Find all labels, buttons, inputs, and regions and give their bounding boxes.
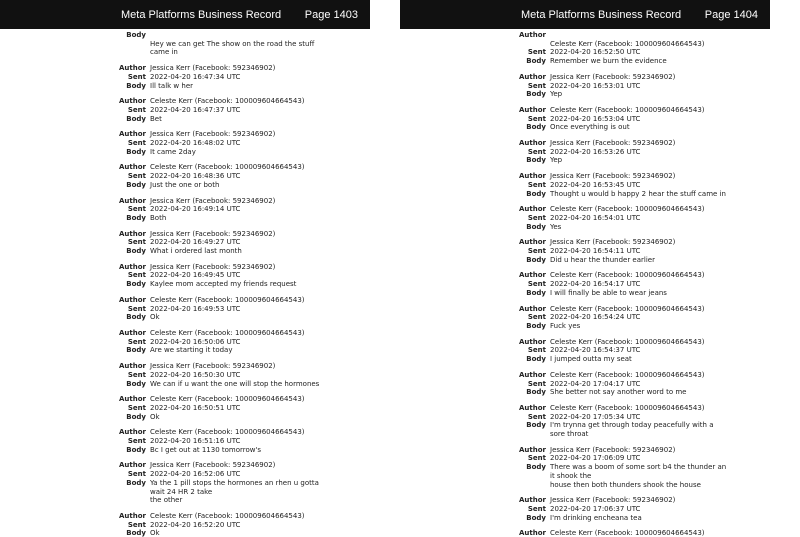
message-author: Celeste Kerr (Facebook: 100009604664543) xyxy=(550,403,705,412)
message-entry xyxy=(400,496,770,522)
message-sent: 2022-04-20 16:50:06 UTC xyxy=(150,337,241,346)
message-body: It came 2day xyxy=(150,147,196,156)
author-label: Author xyxy=(119,163,146,172)
message-entry xyxy=(400,404,770,439)
body-label: Body xyxy=(526,57,546,66)
message-sent: 2022-04-20 16:49:14 UTC xyxy=(150,205,241,214)
author-label: Author xyxy=(519,403,546,412)
author-label: Author xyxy=(519,172,546,181)
author-label: Author xyxy=(519,72,546,81)
body-label: Body xyxy=(526,189,546,198)
message-entry xyxy=(0,230,370,256)
message-body: She better not say another word to me xyxy=(550,388,687,397)
message-body: Yep xyxy=(550,156,563,165)
message-body: I'm trynna get through today peacefully with a sore throat xyxy=(550,421,716,439)
message-sent: 2022-04-20 16:51:16 UTC xyxy=(150,437,241,446)
body-label: Body xyxy=(526,288,546,297)
sent-label: Sent xyxy=(527,180,546,189)
page-number: Page 1403 xyxy=(304,9,358,21)
page-gutter xyxy=(370,0,400,537)
body-label: Body xyxy=(126,81,146,90)
message-entry xyxy=(400,31,770,66)
message-author: Celeste Kerr (Facebook: 100009604664543) xyxy=(550,337,705,346)
message-sent: 2022-04-20 16:52:20 UTC xyxy=(150,520,241,529)
author-label: Author xyxy=(519,139,546,148)
message-author: Jessica Kerr (Facebook: 592346902) xyxy=(550,172,676,181)
message-sent: 2022-04-20 16:54:17 UTC xyxy=(550,280,641,289)
message-author: Celeste Kerr (Facebook: 100009604664543) xyxy=(550,271,705,280)
sent-label: Sent xyxy=(127,304,146,313)
body-label: Body xyxy=(126,346,146,355)
sent-label: Sent xyxy=(127,205,146,214)
message-author: Celeste Kerr (Facebook: 100009604664543) xyxy=(150,395,305,404)
author-label: Author xyxy=(119,229,146,238)
message-sent: 2022-04-20 16:49:45 UTC xyxy=(150,271,241,280)
message-author: Celeste Kerr (Facebook: 100009604664543) xyxy=(150,328,305,337)
sent-label: Sent xyxy=(127,403,146,412)
sent-label: Sent xyxy=(127,470,146,479)
author-label: Author xyxy=(119,362,146,371)
sent-label: Sent xyxy=(527,48,546,57)
body-label: Body xyxy=(126,478,146,487)
message-sent: 2022-04-20 16:54:01 UTC xyxy=(550,213,641,222)
sent-label: Sent xyxy=(527,213,546,222)
sent-label: Sent xyxy=(527,81,546,90)
message-entry xyxy=(400,238,770,264)
message-sent: 2022-04-20 16:52:50 UTC xyxy=(550,48,641,57)
message-body: Ok xyxy=(150,529,160,537)
body-label: Body xyxy=(526,123,546,132)
message-body: Thought u would b happy 2 hear the stuff came in xyxy=(550,189,726,198)
message-entry xyxy=(0,31,370,57)
message-body: There was a boom of some sort b4 the thunder an it shook the house then both thunders shook the house xyxy=(550,463,727,489)
author-label: Author xyxy=(519,271,546,280)
message-entry xyxy=(400,529,770,537)
body-label: Body xyxy=(126,147,146,156)
message-list xyxy=(400,29,770,537)
message-entry xyxy=(400,371,770,397)
author-label: Author xyxy=(119,395,146,404)
message-entry xyxy=(0,461,370,505)
message-sent: 2022-04-20 17:04:17 UTC xyxy=(550,379,641,388)
body-label: Body xyxy=(126,379,146,388)
message-sent: 2022-04-20 17:06:37 UTC xyxy=(550,504,641,513)
author-label: Author xyxy=(519,370,546,379)
author-label: Author xyxy=(519,304,546,313)
message-body: Remember we burn the evidence xyxy=(550,57,667,66)
message-body: Hey we can get The show on the road the stuff came in xyxy=(150,39,317,57)
author-label: Author xyxy=(119,262,146,271)
page-header xyxy=(0,0,370,29)
message-entry xyxy=(400,446,770,490)
message-entry xyxy=(400,305,770,331)
message-sent: 2022-04-20 16:54:37 UTC xyxy=(550,346,641,355)
message-author: Celeste Kerr (Facebook: 100009604664543) xyxy=(150,295,305,304)
body-label: Body xyxy=(126,280,146,289)
record-title: Meta Platforms Business Record xyxy=(121,9,282,21)
body-label: Body xyxy=(126,180,146,189)
message-entry xyxy=(0,163,370,189)
body-label: Body xyxy=(526,90,546,99)
message-author: Jessica Kerr (Facebook: 592346902) xyxy=(550,238,676,247)
page-header xyxy=(400,0,770,29)
sent-label: Sent xyxy=(127,139,146,148)
message-sent: 2022-04-20 17:05:34 UTC xyxy=(550,412,641,421)
message-author: Celeste Kerr (Facebook: 100009604664543) xyxy=(150,163,305,172)
message-sent: 2022-04-20 16:48:36 UTC xyxy=(150,172,241,181)
sent-label: Sent xyxy=(527,379,546,388)
author-label: Author xyxy=(519,105,546,114)
message-body: Just the one or both xyxy=(150,180,220,189)
message-sent: 2022-04-20 17:06:09 UTC xyxy=(550,454,641,463)
message-body: Did u hear the thunder earlier xyxy=(550,255,655,264)
author-label: Author xyxy=(519,337,546,346)
message-author: Celeste Kerr (Facebook: 100009604664543) xyxy=(150,428,305,437)
author-label: Author xyxy=(119,97,146,106)
sent-label: Sent xyxy=(527,454,546,463)
body-label: Body xyxy=(526,321,546,330)
message-body: What i ordered last month xyxy=(150,247,242,256)
message-list xyxy=(0,29,370,537)
message-entry xyxy=(400,271,770,297)
message-entry xyxy=(400,205,770,231)
sent-label: Sent xyxy=(127,105,146,114)
message-sent: 2022-04-20 16:53:01 UTC xyxy=(550,81,641,90)
message-author: Celeste Kerr (Facebook: 100009604664543) xyxy=(550,105,705,114)
body-label: Body xyxy=(126,247,146,256)
sent-label: Sent xyxy=(127,271,146,280)
page-number: Page 1404 xyxy=(704,9,758,21)
author-label: Author xyxy=(519,496,546,505)
sent-label: Sent xyxy=(127,520,146,529)
sent-label: Sent xyxy=(127,370,146,379)
message-entry xyxy=(0,395,370,421)
message-sent: 2022-04-20 16:53:04 UTC xyxy=(550,114,641,123)
body-label: Body xyxy=(526,513,546,522)
message-author: Celeste Kerr (Facebook: 100009604664543) xyxy=(550,304,705,313)
message-entry xyxy=(0,512,370,537)
sent-label: Sent xyxy=(127,72,146,81)
message-author: Jessica Kerr (Facebook: 592346902) xyxy=(150,262,276,271)
record-title: Meta Platforms Business Record xyxy=(521,9,682,21)
message-body: Bc I get out at 1130 tomorrow's xyxy=(150,445,262,454)
message-entry xyxy=(0,130,370,156)
message-sent: 2022-04-20 16:49:53 UTC xyxy=(150,304,241,313)
message-entry xyxy=(0,97,370,123)
sent-label: Sent xyxy=(127,238,146,247)
message-author: Jessica Kerr (Facebook: 592346902) xyxy=(550,72,676,81)
message-sent: 2022-04-20 16:53:26 UTC xyxy=(550,147,641,156)
sent-label: Sent xyxy=(127,172,146,181)
sent-label: Sent xyxy=(527,147,546,156)
message-entry xyxy=(0,428,370,454)
author-label: Author xyxy=(519,31,546,39)
author-label: Author xyxy=(119,461,146,470)
sent-label: Sent xyxy=(127,337,146,346)
message-author: Celeste Kerr (Facebook: 100009604664543) xyxy=(150,511,305,520)
message-body: Ya the 1 pill stops the hormones an rhen u gotta wait 24 HR 2 take the other xyxy=(150,478,319,505)
message-sent: 2022-04-20 16:54:24 UTC xyxy=(550,313,641,322)
message-body: We can if u want the one will stop the hormones xyxy=(150,379,320,388)
message-author: Jessica Kerr (Facebook: 592346902) xyxy=(150,461,276,470)
message-sent: 2022-04-20 16:52:06 UTC xyxy=(150,470,241,479)
message-body: Ill talk w her xyxy=(150,81,194,90)
body-label: Body xyxy=(526,388,546,397)
message-body: Are we starting it today xyxy=(150,346,233,355)
message-author: Jessica Kerr (Facebook: 592346902) xyxy=(150,130,276,139)
message-body: Once everything is out xyxy=(550,123,630,132)
sent-label: Sent xyxy=(527,313,546,322)
sent-label: Sent xyxy=(527,247,546,256)
message-entry xyxy=(400,73,770,99)
message-sent: 2022-04-20 16:47:37 UTC xyxy=(150,105,241,114)
message-body: I'm drinking encheana tea xyxy=(550,513,642,522)
body-label: Body xyxy=(526,421,546,430)
message-author: Celeste Kerr (Facebook: 100009604664543) xyxy=(550,370,705,379)
message-sent: 2022-04-20 16:48:02 UTC xyxy=(150,139,241,148)
message-author: Jessica Kerr (Facebook: 592346902) xyxy=(150,196,276,205)
body-label: Body xyxy=(126,213,146,222)
message-author: Jessica Kerr (Facebook: 592346902) xyxy=(150,229,276,238)
body-label: Body xyxy=(526,255,546,264)
message-entry xyxy=(400,338,770,364)
message-body: Kaylee mom accepted my friends request xyxy=(150,280,297,289)
message-entry xyxy=(400,172,770,198)
body-label: Body xyxy=(126,529,146,537)
body-label: Body xyxy=(126,31,146,39)
message-body: Ok xyxy=(150,412,160,421)
author-label: Author xyxy=(119,295,146,304)
message-entry xyxy=(0,362,370,388)
message-body: Ok xyxy=(150,313,160,322)
author-label: Author xyxy=(519,205,546,214)
message-author: Jessica Kerr (Facebook: 592346902) xyxy=(150,64,276,73)
message-body: Bet xyxy=(150,114,162,123)
body-label: Body xyxy=(526,463,546,472)
message-entry xyxy=(0,64,370,90)
message-sent: 2022-04-20 16:54:11 UTC xyxy=(550,247,641,256)
author-label: Author xyxy=(519,529,546,537)
message-body: Yes xyxy=(550,222,562,231)
message-sent: 2022-04-20 16:49:27 UTC xyxy=(150,238,241,247)
author-label: Author xyxy=(519,238,546,247)
message-author: Celeste Kerr (Facebook: 100009604664543) xyxy=(550,39,705,48)
message-body: Fuck yes xyxy=(550,321,581,330)
message-author: Jessica Kerr (Facebook: 592346902) xyxy=(550,139,676,148)
body-label: Body xyxy=(126,445,146,454)
sent-label: Sent xyxy=(527,346,546,355)
body-label: Body xyxy=(526,222,546,231)
message-author: Jessica Kerr (Facebook: 592346902) xyxy=(550,496,676,505)
author-label: Author xyxy=(119,130,146,139)
body-label: Body xyxy=(126,313,146,322)
message-author: Jessica Kerr (Facebook: 592346902) xyxy=(150,362,276,371)
message-sent: 2022-04-20 16:47:34 UTC xyxy=(150,72,241,81)
message-body: Yep xyxy=(550,90,563,99)
author-label: Author xyxy=(119,511,146,520)
author-label: Author xyxy=(119,64,146,73)
message-sent: 2022-04-20 16:53:45 UTC xyxy=(550,180,641,189)
author-label: Author xyxy=(119,196,146,205)
record-page-left xyxy=(0,0,370,537)
author-label: Author xyxy=(119,328,146,337)
message-author: Celeste Kerr (Facebook: 100009604664543) xyxy=(550,529,705,537)
body-label: Body xyxy=(526,156,546,165)
message-sent: 2022-04-20 16:50:51 UTC xyxy=(150,403,241,412)
message-author: Jessica Kerr (Facebook: 592346902) xyxy=(550,445,676,454)
message-entry xyxy=(0,296,370,322)
message-author: Celeste Kerr (Facebook: 100009604664543) xyxy=(550,205,705,214)
message-entry xyxy=(400,106,770,132)
message-body: I jumped outta my seat xyxy=(550,355,632,364)
message-body: I will finally be able to wear jeans xyxy=(550,288,667,297)
message-entry xyxy=(400,139,770,165)
sent-label: Sent xyxy=(527,412,546,421)
author-label: Author xyxy=(119,428,146,437)
author-label: Author xyxy=(519,445,546,454)
body-label: Body xyxy=(126,114,146,123)
message-entry xyxy=(0,263,370,289)
message-entry xyxy=(0,197,370,223)
body-label: Body xyxy=(126,412,146,421)
sent-label: Sent xyxy=(127,437,146,446)
record-page-right xyxy=(400,0,770,537)
message-entry xyxy=(0,329,370,355)
message-author: Celeste Kerr (Facebook: 100009604664543) xyxy=(150,97,305,106)
sent-label: Sent xyxy=(527,280,546,289)
message-body: Both xyxy=(150,213,167,222)
sent-label: Sent xyxy=(527,114,546,123)
body-label: Body xyxy=(526,355,546,364)
message-sent: 2022-04-20 16:50:30 UTC xyxy=(150,370,241,379)
sent-label: Sent xyxy=(527,504,546,513)
